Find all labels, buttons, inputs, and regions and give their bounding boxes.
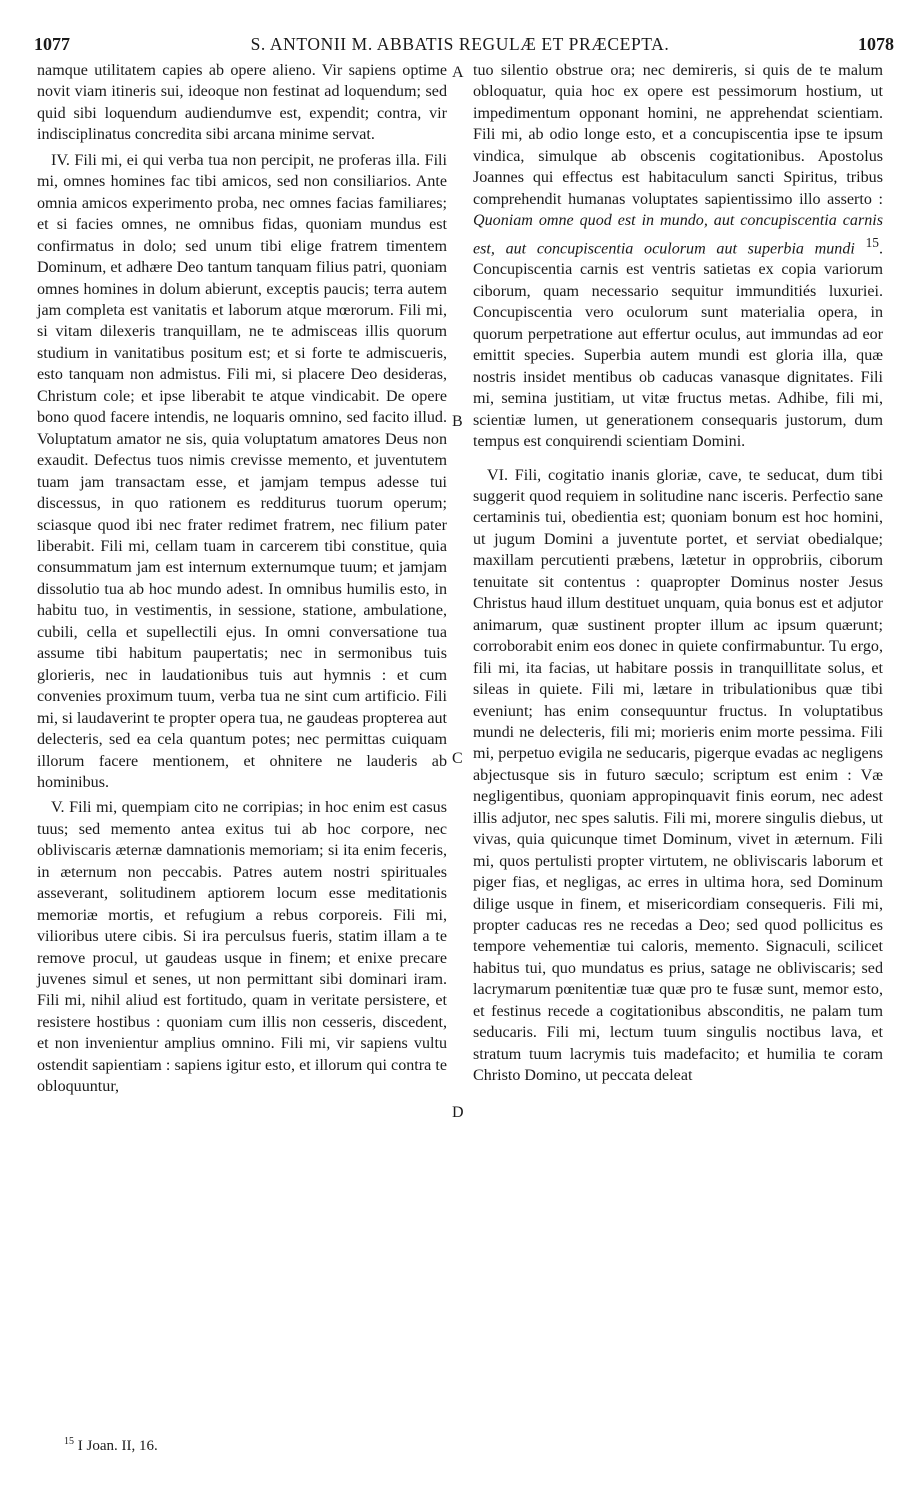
paragraph-right-continuation	[473, 60, 883, 453]
paragraph-continuation: namque utilitatem capies ab opere alieno. Vir sapiens optime novit viam itineris sui, ideoque non festinat ad loquendum; sed quid sibi loquendum audiendumve est, expendit; contra, vir indisciplinatus concredita sibi arcana minime servat.	[37, 62, 447, 144]
margin-marker-b: B	[452, 413, 463, 430]
paragraph-v: V. Fili mi, quempiam cito ne corripias; in hoc enim est casus tuus; sed memento antea exitus tui ab hoc corpore, nec obliviscaris æternæ damnationis memoriam; si ita enim feceris, in æternum non peccabis. Patres autem nostri spirituales asseverant, solitudinem aptiorem locum esse meditationis memoriæ mortis, et refugium a rebus corporeis. Fili mi, vilioribus utere cibis. Si ira perculsus fueris, statim illam a te remove procul, ut gaudeas usque in finem; et enixe precare juvenes simul et senes, ut non permittant sibi dominari iram. Fili mi, nihil aliud est fortitudo, quam in veritate persistere, et resistere hostibus : quoniam cum illis non cesseris, discedent, et non invenientur amplius omnino. Fili mi, vir sapiens vultu ostendit sapientiam : sapiens igitur esto, et illorum qui contra te obloquuntur,	[37, 799, 447, 1096]
page-number-left: 1077	[34, 34, 70, 54]
right-column	[473, 60, 883, 1087]
text-segment: tuo silentio obstrue ora; nec demireris, si quis de te malum obloquatur, quia hoc ex opere est pessimorum hostium, ut impedimentum opponant homini, ne apprehendat scientiam. Fili mi, ab odio longe esto, et a concupiscentia ipse te ipsum vindica, simulque ab obscenis cogitationibus. Apostolus Joannes qui effectus est habitaculum sancti Spiritus, tribus comprehendit humanas voluptates sapientissimo illo asserto :	[473, 62, 883, 208]
text-segment: . Concupiscentia carnis est ventris satietas ex copia variorum ciborum, quam necessario sequitur immunditiés luxuriei. Concupiscentia vero oculorum sunt materialia opera, in quorum perpetratione aut effertur oculus, aut immundas ad eor emittit species. Superbia autem mundi est gloria illa, quæ nostris insidet mentibus ob caducas vanasque dignitates. Fili mi, semina justitiam, ut vitæ fructus metas. Adhibe, fili mi, scientiæ lumen, ut generationem consequaris justorum, dum tempus est conquirendi scientiam Domini.	[473, 239, 884, 451]
footnote-text: I Joan. II, 16.	[77, 1438, 158, 1454]
footnote-mark: 15	[64, 1436, 74, 1447]
margin-marker-c: C	[452, 750, 463, 767]
margin-marker-d: D	[452, 1104, 464, 1121]
running-header	[0, 30, 920, 56]
footnote	[64, 1436, 158, 1455]
left-column	[37, 60, 447, 1098]
margin-marker-a: A	[452, 64, 464, 81]
scripture-quote: Quoniam omne quod est in mundo, aut concupiscentia carnis est, aut concupiscentia oculorum aut superbia mundi	[473, 212, 883, 257]
paragraph-vi: VI. Fili, cogitatio inanis gloriæ, cave, te seducat, dum tibi suggerit quod requiem in solitudine nanc isceris. Perfectio sane certaminis tui, obedientia est; quoniam bonum est hoc homini, ut jugum Domini a juventute portet, et serviat obedialque; maxillam percutienti præbens, lætetur in opprobriis, ciborum tenuitate sit contentus : quapropter Dominus noster Jesus Christus haud illum destituet unquam, quia bonus est et adjutor animarum, quæ sustinent propter illum ac ipsum quærunt; corroborabit enim eos donec in quiete confirmabuntur. Tu ergo, fili mi, ita facias, ut habitare possis in tranquillitate solus, et sileas in quiete. Fili mi, lætare in tribulationibus quæ tibi eveniunt; has enim consequuntur fructus. In voluptatibus mundi ne delecteris, fili mi; morieris enim morte pessima. Fili mi, perpetuo evigila ne seducaris, pigerque evadas ac negligens abjectusque sis in futuro sæculo; scriptum est enim : Væ negligentibus, quoniam appropinquavit finis eorum, nec adest illis adjutor, nec spes salutis. Fili mi, morere singulis diebus, ut vivas, quia quicunque timet Dominum, vivet in æternum. Fili mi, quos pertulisti propter virtutem, ne obliviscaris laborum et piger fias, et negligas, ac erres in ultima hora, sed Dominum dilige usque in finem, et misericordiam consequeris. Fili mi, propter caducas res ne recedas a Deo; sed quod pollicitus es tempore vehementiæ tui caloris, memento. Signaculi, scilicet habitus tui, quo mundatus es prius, satage ne obliviscaris; sed lacrymarum pœnitentiæ tuæ quæ pro te fusæ sunt, memor esto, et festinus recede a cogitationibus absconditis, ne palam tum seducaris. Fili mi, lectum tuum singulis noctibus lava, et stratum tuum lacrymis tuis madefacito; et humilia te coram Christo Domino, ut peccata deleat	[473, 466, 883, 1085]
page-number-right: 1078	[858, 34, 894, 54]
running-title: S. ANTONII M. ABBATIS REGULÆ ET PRÆCEPTA.	[250, 34, 670, 54]
footnote-reference: 15	[865, 234, 879, 250]
paragraph-iv: IV. Fili mi, ei qui verba tua non percipit, ne proferas illa. Fili mi, omnes homines fac tibi amicos, sed non consiliarios. Ante omnia amicos experimento proba, nec omnes facias familiares; et si facies omnes, ne omnibus fidas, quoniam mundus est confirmatus in dolo; sed unum tibi elige fratrem timentem Dominum, et adhære Deo tantum tanquam filius patri, quoniam omnes homines in dolum abierunt, exceptis paucis; terra autem jam completa est vanitatis et laborum atque mœrorum. Fili mi, si vitam dilexeris tranquillam, ne te admisceas illis quorum studium in vanitatibus positum est; et si forte te admiscueris, esto tanquam non admistus. Fili mi, si placere Deo desideras, Christum cole; et ipse liberabit te atque vindicabit. De opere bono quod facere intendis, ne loquaris omnino, sed facito illud. Voluptatum amator ne sis, quia voluptatum amatores Deus non exaudit. Defectus tuos nimis crevisse memento, et juventutem tuam jam transactam esse, et jamjam tempus adesse tui discessus, in quo rationem es redditurus tuorum operum; sciasque quod ibi nec frater redimet fratrem, nec filium pater liberabit. Fili mi, cellam tuam in carcerem tibi constitue, quia consummatum jam est internum externumque tuum; et jamjam dissolutio tua ab hoc mundo adest. In omnibus humilis esto, in habitu tuo, in vestimentis, in sessione, statione, ambulatione, cubili, cella et supellectili ejus. In omni conversatione tua assume tibi habitum paupertatis; nec in sermonibus tuis glorieris, nec in laudationibus tuis aut hymnis : et cum convenies proximum tuum, verba tua ne sint cum artificio. Fili mi, si laudaverint te propter opera tua, ne gaudeas propterea aut delecteris, sed ea cela quantum potes; nec permittas cuiquam illorum facere mentionem, et ohnitere ne lauderis ab hominibus.	[37, 151, 447, 791]
